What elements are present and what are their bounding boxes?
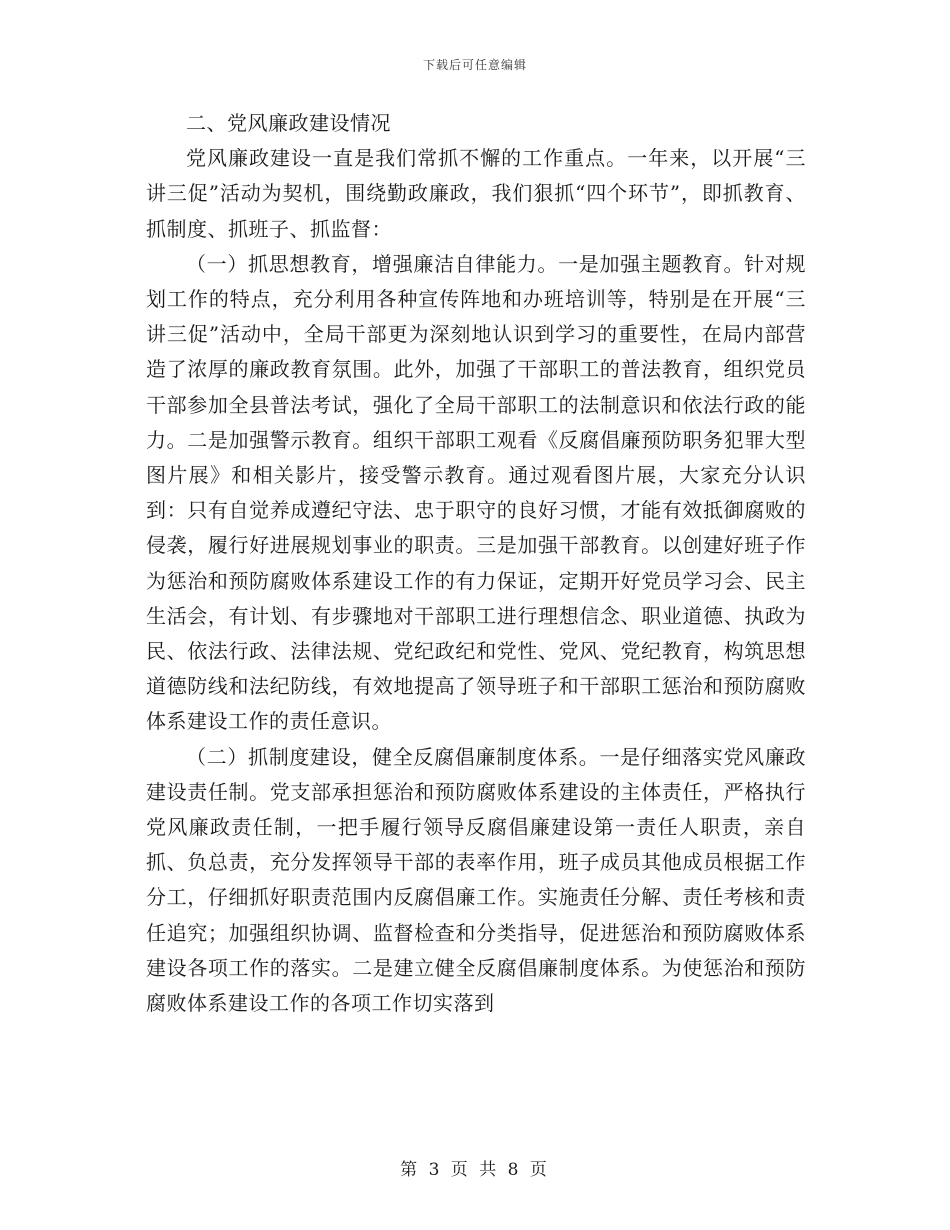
page-number: 第 3 页 共 8 页 bbox=[400, 1160, 550, 1180]
page-header: 下载后可任意编辑 bbox=[422, 58, 527, 72]
document-body bbox=[146, 106, 806, 1021]
paragraph-system: （二）抓制度建设，健全反腐倡廉制度体系。一是仔细落实党风廉政建设责任制。党支部承担惩治和预防腐败体系建设的主体责任，严格执行党风廉政责任制，一把手履行领导反腐倡廉建设第一责任人职责，亲自抓、负总责，充分发挥领导干部的表率作用，班子成员其他成员根据工作分工，仔细抓好职责范围内反腐倡廉工作。实施责任分解、责任考核和责任追究；加强组织协调、监督检查和分类指导，促进惩治和预防腐败体系建设各项工作的落实。二是建立健全反腐倡廉制度体系。为使惩治和预防腐败体系建设工作的各项工作切实落到 bbox=[146, 744, 806, 1016]
paragraph-education: （一）抓思想教育，增强廉洁自律能力。一是加强主题教育。针对规划工作的特点，充分利用各种宣传阵地和办班培训等，特别是在开展“三讲三促”活动中，全局干部更为深刻地认识到学习的重要性，在局内部营造了浓厚的廉政教育氛围。此外，加强了干部职工的普法教育，组织党员干部参加全县普法考试，强化了全局干部职工的法制意识和依法行政的能力。二是加强警示教育。组织干部职工观看《反腐倡廉预防职务犯罪大型图片展》和相关影片，接受警示教育。通过观看图片展，大家充分认识到：只有自觉养成遵纪守法、忠于职守的良好习惯，才能有效抵御腐败的侵袭，履行好进展规划事业的职责。三是加强干部教育。以创建好班子作为惩治和预防腐败体系建设工作的有力保证，定期开好党员学习会、民主生活会，有计划、有步骤地对干部职工进行理想信念、职业道德、执政为民、依法行政、法律法规、党纪政纪和党性、党风、党纪教育，构筑思想道德防线和法纪防线，有效地提高了领导班子和干部职工惩治和预防腐败体系建设工作的责任意识。 bbox=[146, 251, 806, 734]
section-heading: 二、党风廉政建设情况 bbox=[186, 111, 391, 135]
intro-paragraph: 党风廉政建设一直是我们常抓不懈的工作重点。一年来，以开展“三讲三促”活动为契机，围绕勤政廉政，我们狠抓“四个环节”，即抓教育、抓制度、抓班子、抓监督： bbox=[146, 146, 806, 241]
